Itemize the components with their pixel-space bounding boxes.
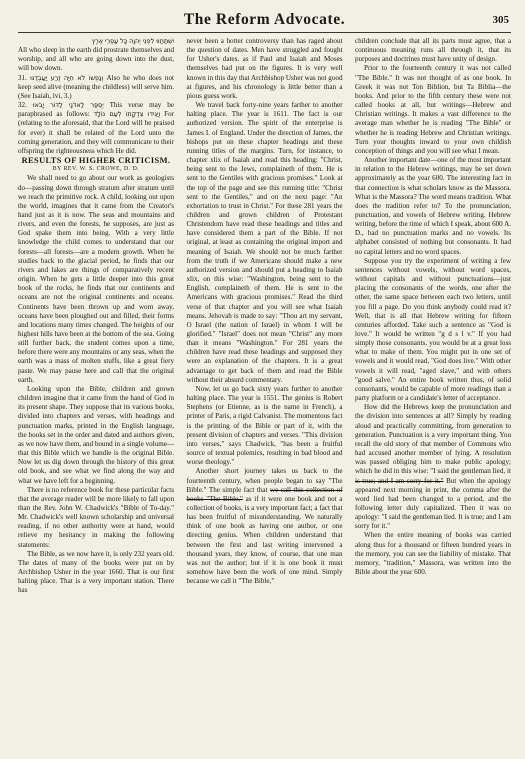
- paragraph: Looking upon the Bible, children and grown children imagine that it came from the hand of God in its present shape. They suppose that its various books, divided into chapters and verses, with headings and punctuation marks, printed in the English language, the books set in the order and dated and authors given, as we now have them, and bound in a single volume—that this Bible which we handle is the original Bible. Now let us dig down through the history of this great old book, and see what we find along the way and what we have left for a beginning.: [18, 384, 174, 485]
- paragraph: We shall need to go about our work as geologists do—passing down through stratum after stratum until we reach the primitive rock. A child, looking out upon the world, imagines that it came from the Creator's hand just as it is now. The seas and mountains and rivers, and even the forests, he supposes, are just as God spake them into being. With a very little knowledge the child comes to understand that our forests—all forests—are a modern growth. When he studies back to the glacial period, he finds that our rivers and lakes are things of comparatively recent origin. When he gets a little deeper into this great book of the rocks, he finds that our continents and oceans are not the original continents and oceans. Continents have been thrown up and worn away, oceans have been ploughed out and filled, their forms and locations many times changed. The heights of our highest hills have been at the bottom of the sea. Going still further back, the student comes upon a time, before there were any mountains or any seas, when the earth was a mass of molten stuffs, like a great fiery paste. We may pause here and call that the original earth.: [18, 174, 174, 384]
- text-run: How did the Hebrews keep the pronunciation and the division into sentences at all? Simply by reading aloud and practically committing, from generation to generation. Punctuation is a very important thing. You recall the old story of that member of Commons who had accused another member of lying. A resolution was passed obliging him to make public apology; which he did in this wise: "I said the gentleman lied, it: [355, 403, 511, 476]
- verse-text: Also he who does not keep seed alive (meaning the childless) will serve him. (See Isaiah, lvi, 3.): [18, 73, 174, 100]
- article-title: RESULTS OF HIGHER CRITICISM.: [21, 156, 171, 166]
- hebrew-verse-32: יְסֻפַּר לַאדֹנָי לַדּוֹר יָבֹאוּ: [32, 101, 104, 110]
- verse-text: This verse may be paraphrased as follows:: [18, 101, 175, 119]
- masthead: The Reform Advocate.: [183, 11, 346, 28]
- paragraph: All who sleep in the earth did prostrate themselves and worship, and all who are going down into the dust, will bow down.: [18, 46, 174, 73]
- verse-32: [18, 101, 174, 156]
- hebrew-verse-30: יִשְׁתַּחֲווּ לִפְנֵי יְהוָה כָּל עַפְרֵי אֶרֶץ: [91, 37, 174, 45]
- verse-text: For (relating to the aforesaid, that the Lord will be praised for ever) it shall be related of the Lord unto the coming generation, and they will communicate to their offspring the righteousness which He did.: [18, 110, 174, 155]
- struck-text: we call this collection of books "The Bible,": [186, 485, 343, 503]
- column-2: [187, 37, 343, 596]
- columns: [18, 37, 511, 596]
- verse-31: [18, 74, 174, 101]
- paragraph: Suppose you try the experiment of writing a few sentences without vowels, without word spaces, without capitals and without punctuations—just placing the consonants of the words, one after the other, the same space between each two letters, until you fill a page. Do you think anybody could read it? Well, that is all that Hebrew writing for fifteen centuries afforded. Take such a sentence as "God is love." It would be written "g d s l v." If you had simply those consonants, you would be at a great loss what to make of them. You might put in one set of vowels and it would read, "God does live." With other vowels it will read, "aged slave," and with others "good salve." An entire book written thus, of solid consonants, would be capable of more readings than a party platform or a candidate's letter of acceptance.: [355, 256, 511, 403]
- paragraph: There is no reference book for these particular facts that the average reader will be more likely to fall upon than the Rev. John W. Chadwick's "Bible of To-day." Mr. Chadwick's well known scholarship and universal reading, if no other authority were at hand, would relieve my hesitancy in making the following statements:: [18, 485, 174, 549]
- page-header: [18, 10, 511, 33]
- text-run: Another short journey takes us back to the fourteenth century, when people began to say "The Bible." The simple fact that: [186, 467, 343, 494]
- verse-number: 32.: [18, 101, 27, 110]
- paragraph: Now, let us go back sixty years further to another halting place. The year is 1551. The genius is Robert Stephens (or Etienne, as is the name in French), a printer of Paris, a rigid Calvanist. The momentous fact is the printing of the Bible or part of it, with the present division of chapters and verses. "This division into verses," says Chadwick, "has been a fruitful source of textual polemics, resulting in bad blood and worse theology.": [186, 384, 343, 467]
- text-run: But when the apology appeared next morning in print, the comma after the word lied had been changed to a period, and the following letter duly capitalized. Then it was no apology: "I said the gentleman lied. It is true; and I am sorry for it.": [355, 476, 511, 531]
- struck-text: is true; and I am sorry for it.": [355, 476, 444, 485]
- column-1: [18, 37, 174, 596]
- paragraph: We travel back forty-nine years farther to another halting place. The year is 1611. The fact is our authorized version. The spirit of the enterprise is James I. of England. Under the direction of James, the bishops put on these chapter headings and these running titles of the margins. Turn, for instance, to chapter xlix of Isaiah and read this heading: "Christ, being sent to the Jews, complaineth of them. He is sent to the Gentiles with gracious promises." Look at the top of the page and see this running title: "Christ sent to the Gentiles," and on the next page: "An exhortation to trust in Christ." For these 281 years the children and grown children of Protestant Christendom have read these headings and titles and have considered them a part of the Bible. If not original, at least as containing the original import and meaning of Isaiah. We should not be much farther from the truth if we Americans should make a new authorized version and should put a heading to Isaiah xlix, on this wise: "Washington, being sent to the English, complaineth of them. He is sent to the Americans with gracious promises." Read the third verse of that chapter and you will see what Isaiah means. Jehovah is made to say: "Thou art my servant, O Israel (the nation of Israel) in whom I will be glorified." "Israel" does not mean "Christ" any more than it means "Washington." For 281 years the children have read these headings and supposed they were an explanation of the chapters. It is a great advantage to get back of them and read the Bible without their absurd commentary.: [186, 101, 343, 384]
- article-byline: BY REV. W. S. CROWE, D. D.: [52, 166, 140, 173]
- hebrew-verse-32b: וְיַגִּידוּ צִדְקָתוֹ לְעַם נוֹלָד: [93, 110, 161, 119]
- page-number: 305: [492, 14, 509, 26]
- paragraph: Another important date—one of the most important in relation to the Hebrew writings, may be set down approximately as the year 600. The interesting fact in that connection is what scholars know as the Massora. What is the Massora? The word means tradition. What does the tradition refer to? To the pronunciation, punctuation, and vowels of Hebrew writing. Hebrew writing, before the time of which I speak, about 600 A. D., had no punctuation marks and no vowels. Its alphabet consisted of nothing but consonants. It had no capital letters and no word spaces.: [355, 156, 511, 256]
- hebrew-verse-31: וְנַפְשׁוֹ לֹא חִיָּה זֶרַע יַעַבְדֶנּוּ: [30, 73, 104, 82]
- text-run: as if it were one book and not a collection of books, is a very important fact; a fact that has been fruitful of misunderstanding. We naturally think of one book as having one author, or one directing genius. When children understand that between the first and last writing intervened a thousand years, they know, of course, that one man was not the author; but if it is one book it must somehow have been the work of one mind. Simply because we call it "The Bible,": [186, 494, 343, 586]
- paragraph: children conclude that all its parts must agree, that a continuous meaning runs all through it, that its purposes and doctrines must have unity of design.: [355, 37, 511, 64]
- paragraph: The Bible, as we now have it, is only 232 years old. The dates of many of the books were put on by Archbishop Usher in the year 1660. That is our first halting place. That is a very important station. There has: [18, 549, 174, 595]
- paragraph: [355, 403, 511, 531]
- paragraph: When the entire meaning of books was carried along thus for a thousand or fifteen hundred years in the memory, you can see the liability of mistake. That memory, "tradition," Massora, was written into the Bible about the year 600.: [355, 531, 511, 577]
- verse-number: 31.: [18, 73, 27, 82]
- paragraph: [187, 467, 343, 586]
- paragraph: never been a hotter controversy than has raged about the question of dates. Men have struggled and fought for Usher's dates, as if Paul and Isaiah and Moses themselves had put on the figures. It is very well known in this day that Archbishop Usher was not good at figures, and his chronology is little better than a pious guess work.: [186, 37, 343, 100]
- column-3: [355, 37, 511, 596]
- paragraph: Prior to the fourteenth century it was not called "The Bible." It was not thought of as one book. In Greek it was not Ton Biblion, but Ta Biblia—the books. And prior to the fifth century these were not called books at all, but writings—Hebrew and Christian writings. It makes a vast difference to the average man whether he is reading "The Bible" or whether he is reading Hebrew and Christian writings. Turn your thoughts inward to your own childish conception of things and you will see what I mean.: [355, 64, 511, 155]
